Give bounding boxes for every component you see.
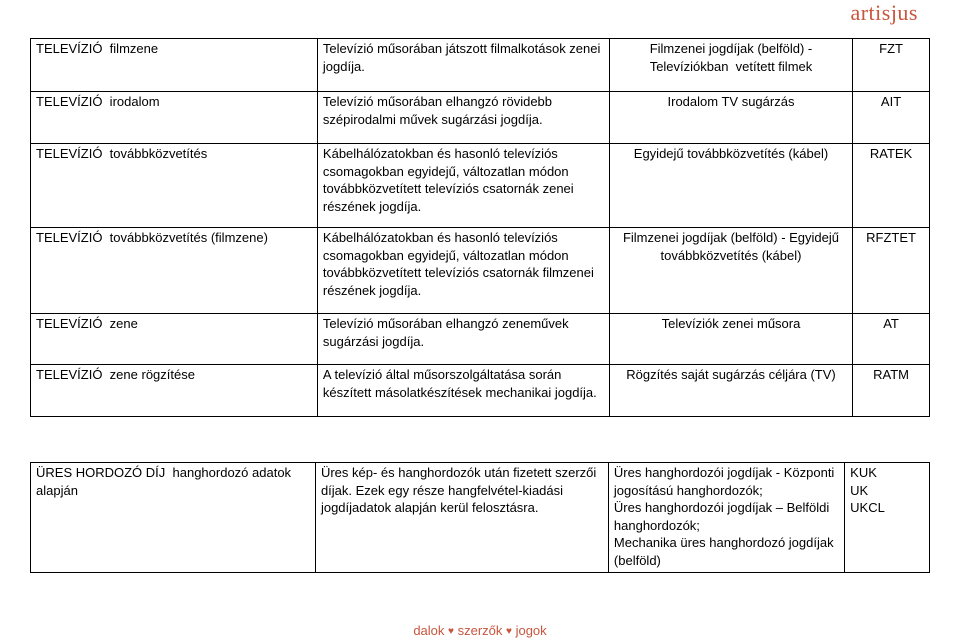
row-name: ÜRES HORDOZÓ DÍJ hanghordozó adatok alapján xyxy=(31,463,316,573)
row-type: Irodalom TV sugárzás xyxy=(609,92,852,144)
row-code: AIT xyxy=(853,92,930,144)
row-description: Televízió műsorában elhangzó zeneművek sugárzási jogdíja. xyxy=(317,314,609,365)
code-line: UK xyxy=(850,482,869,498)
footer-word: dalok xyxy=(413,623,445,638)
table-row xyxy=(31,228,930,314)
footer-word: jogok xyxy=(515,623,547,638)
row-code: FZT xyxy=(853,39,930,92)
row-type: Televíziók zenei műsora xyxy=(609,314,852,365)
code-line: KUK xyxy=(850,465,877,480)
row-name: TELEVÍZIÓ zene xyxy=(31,314,318,365)
row-name: TELEVÍZIÓ zene rögzítése xyxy=(31,365,318,417)
repertoire-table xyxy=(30,38,930,417)
table-row xyxy=(31,463,930,573)
row-name: TELEVÍZIÓ továbbközvetítés (filmzene) xyxy=(31,228,318,314)
table-row xyxy=(31,144,930,228)
row-name: TELEVÍZIÓ továbbközvetítés xyxy=(31,144,318,228)
table-row xyxy=(31,365,930,417)
code-line: UKCL xyxy=(850,500,885,515)
row-description: Üres kép- és hanghordozók után fizetett szerzői díjak. Ezek egy része hangfelvétel-kiadási jogdíjadatok alapján kerül felosztásra. xyxy=(315,463,608,573)
table-row xyxy=(31,314,930,365)
table-row xyxy=(31,92,930,144)
row-description: Televízió műsorában elhangzó rövidebb szépirodalmi művek sugárzási jogdíja. xyxy=(317,92,609,144)
heart-icon: ♥ xyxy=(506,626,512,637)
row-description: Televízió műsorában játszott filmalkotások zenei jogdíja. xyxy=(317,39,609,92)
row-code: AT xyxy=(853,314,930,365)
heart-icon: ♥ xyxy=(448,626,454,637)
blank-media-table xyxy=(30,462,930,573)
row-type: Filmzenei jogdíjak (belföld) - Egyidejű továbbközvetítés (kábel) xyxy=(609,228,852,314)
footer-word: szerzők xyxy=(457,623,503,638)
type-line: Üres hanghordozói jogdíjak – Belföldi hanghordozók; xyxy=(613,500,830,533)
row-name: TELEVÍZIÓ filmzene xyxy=(31,39,318,92)
row-code: RFZTET xyxy=(853,228,930,314)
row-type: Egyidejű továbbközvetítés (kábel) xyxy=(609,144,852,228)
footer-slogan xyxy=(0,623,960,640)
table-row xyxy=(31,39,930,92)
row-code: RATM xyxy=(853,365,930,417)
type-line: Üres hanghordozói jogdíjak - Központi jogosítású hanghordozók; xyxy=(613,465,835,498)
row-description: Kábelhálózatokban és hasonló televíziós csomagokban egyidejű, változatlan módon továbbközvetített televíziós csatornák zenei részének jogdíja. xyxy=(317,144,609,228)
row-description: A televízió által műsorszolgáltatása során készített másolatkészítések mechanikai jogdíja. xyxy=(317,365,609,417)
row-type: Rögzítés saját sugárzás céljára (TV) xyxy=(609,365,852,417)
row-description: Kábelhálózatokban és hasonló televíziós csomagokban egyidejű, változatlan módon továbbközvetített televíziós csatornák filmzenei részének jogdíja. xyxy=(317,228,609,314)
artisjus-logo: artisjus xyxy=(850,0,918,25)
type-line: Mechanika üres hanghordozó jogdíjak (belföld) xyxy=(613,535,834,568)
row-codes xyxy=(845,463,930,573)
row-types xyxy=(608,463,844,573)
row-code: RATEK xyxy=(853,144,930,228)
row-type: Filmzenei jogdíjak (belföld) - Televíziókban vetített filmek xyxy=(609,39,852,92)
row-name: TELEVÍZIÓ irodalom xyxy=(31,92,318,144)
